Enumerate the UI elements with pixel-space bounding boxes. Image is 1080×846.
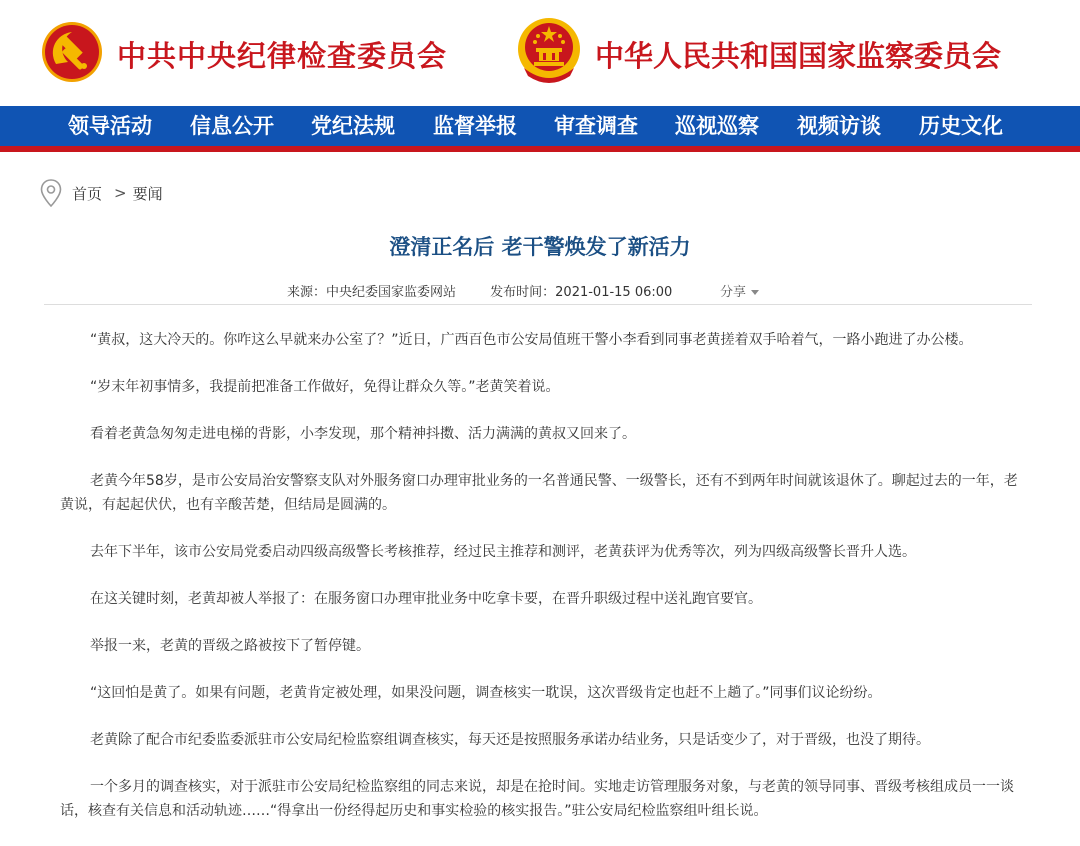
article-title: 澄清正名后 老干警焕发了新活力	[389, 235, 691, 259]
breadcrumb-section[interactable]: 要闻	[132, 184, 163, 203]
nav-item-leadership[interactable]: 领导活动	[68, 113, 152, 138]
article-paragraph: 去年下半年，该市公安局党委启动四级高级警长考核推荐，经过民主推荐和测评，老黄获评为优秀等次，列为四级高级警长晋升人选。	[90, 544, 916, 560]
breadcrumb-separator: >	[114, 184, 127, 202]
article-paragraph: “这回怕是黄了。如果有问题，老黄肯定被处理，如果没问题，调查核实一耽误，这次晋级肯定也赶不上趟了。”同事们议论纷纷。	[90, 685, 882, 701]
article-source: 来源：中央纪委国家监委网站	[287, 285, 457, 300]
nav-divider	[0, 146, 1080, 152]
article-paragraph: 举报一来，老黄的晋级之路被按下了暂停键。	[90, 638, 370, 654]
national-emblem-icon	[516, 16, 582, 86]
nav-item-info-disclosure[interactable]: 信息公开	[190, 113, 274, 138]
nav-item-investigation[interactable]: 审查调查	[554, 113, 638, 138]
article-meta	[287, 281, 672, 300]
nav-item-video[interactable]: 视频访谈	[797, 113, 881, 138]
nav-item-regulations[interactable]: 党纪法规	[311, 113, 395, 138]
article-paragraph: 老黄今年58岁，是市公安局治安警察支队对外服务窗口办理审批业务的一名普通民警、一级警长，还有不到两年时间就该退休了。聊起过去的一年，老黄说，有起起伏伏，也有辛酸苦楚，但结局是圆满的。	[60, 473, 1018, 513]
article-paragraph: 在这关键时刻，老黄却被人举报了：在服务窗口办理审批业务中吃拿卡要，在晋升职级过程中送礼跑官要官。	[90, 591, 762, 607]
org-title-left: 中共中央纪律检查委员会	[117, 39, 448, 73]
breadcrumb-home[interactable]: 首页	[72, 184, 103, 203]
article-paragraph: 看着老黄急匆匆走进电梯的背影，小李发现，那个精神抖擞、活力满满的黄叔又回来了。	[90, 426, 636, 442]
main-nav	[0, 106, 1080, 146]
article-paragraph: 老黄除了配合市纪委监委派驻市公安局纪检监察组调查核实，每天还是按照服务承诺办结业务，只是话变少了，对于晋级，也没了期待。	[90, 732, 930, 748]
location-pin-icon	[40, 179, 62, 207]
meta-divider	[44, 304, 1032, 305]
nav-item-inspection[interactable]: 巡视巡察	[675, 113, 759, 138]
site-header	[0, 0, 1080, 106]
article-paragraph: “黄叔，这大冷天的。你咋这么早就来办公室了？”近日，广西百色市公安局值班干警小李看到同事老黄搓着双手哈着气，一路小跑进了办公楼。	[90, 332, 973, 348]
party-emblem-icon	[40, 20, 104, 84]
article-published-time: 发布时间：2021-01-15 06:00	[490, 285, 673, 300]
breadcrumb	[40, 178, 163, 208]
nav-item-history[interactable]: 历史文化	[919, 113, 1003, 138]
nav-item-report[interactable]: 监督举报	[433, 113, 517, 138]
share-label: 分享	[720, 285, 747, 300]
article-paragraph: 一个多月的调查核实，对于派驻市公安局纪检监察组的同志来说，却是在抢时间。实地走访管理服务对象，与老黄的领导同事、晋级考核组成员一一谈话，核查有关信息和活动轨迹……“得拿出一份经得起历史和事实检验的核实报告。”驻公安局纪检监察组叶组长说。	[60, 779, 1014, 819]
org-title-right: 中华人民共和国国家监察委员会	[595, 39, 1002, 73]
article-body	[60, 328, 1020, 846]
caret-down-icon	[751, 290, 759, 295]
share-button[interactable]	[720, 281, 759, 300]
article-paragraph: “岁末年初事情多，我提前把准备工作做好，免得让群众久等。”老黄笑着说。	[90, 379, 560, 395]
